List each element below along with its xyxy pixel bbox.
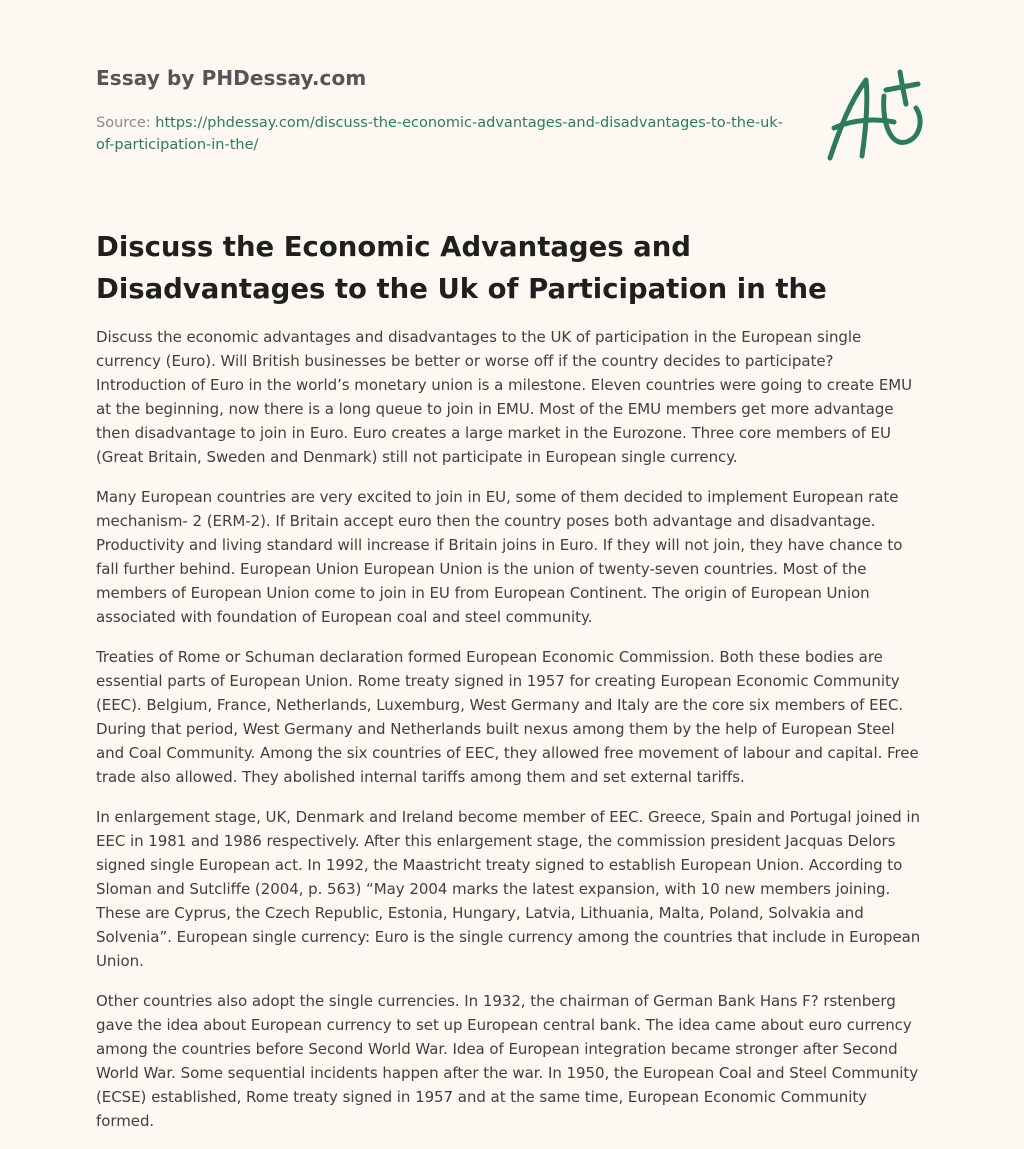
source-link[interactable]: https://phdessay.com/discuss-the-economic-advantages-and-disadvantages-to-the-uk-of-participation-in-the/ [96, 115, 783, 153]
paragraph: Many European countries are very excited to join in EU, some of them decided to implement European rate mechanism- 2 (ERM-2). If Britain accept euro then the country poses both advantage and disadvantage. Productivity and living standard will increase if Britain joins in Euro. If they will not join, they have chance to fall further behind. European Union European Union is the union of twenty-seven countries. Most of the members of European Union come to join in EU from European Continent. The origin of European Union associated with foundation of European coal and steel community. [96, 488, 903, 626]
a-plus-grade-icon [822, 66, 928, 166]
paragraph: In enlargement stage, UK, Denmark and Ireland become member of EEC. Greece, Spain and Portugal joined in EEC in 1981 and 1986 respectively. After this enlargement stage, the commission president Jacquas Delors signed single European act. In 1992, the Maastricht treaty signed to establish European Union. According to Sloman and Sutcliffe (2004, p. 563) “May 2004 marks the latest expansion, with 10 new members joining. These are Cyprus, the Czech Republic, Estonia, Hungary, Latvia, Lithuania, Malta, Poland, Solvakia and Solvenia”. European single currency: Euro is the single currency among the countries that include in European Union. [96, 808, 921, 970]
essay-body [96, 325, 926, 1149]
source-label: Source: [96, 115, 151, 131]
paragraph: Discuss the economic advantages and disadvantages to the UK of participation in the European single currency (Euro). Will British businesses be better or worse off if the country decides to participate? Introduction of Euro in the world’s monetary union is a milestone. Eleven countries were going to create EMU at the beginning, now there is a long queue to join in EMU. Most of the EMU members get more advantage then disadvantage to join in Euro. Euro creates a large market in the Eurozone. Three core members of EU (Great Britain, Sweden and Denmark) still not participate in European single currency. [96, 328, 913, 466]
paragraph: Treaties of Rome or Schuman declaration formed European Economic Commission. Both these bodies are essential parts of European Union. Rome treaty signed in 1957 for creating European Economic Community (EEC). Belgium, France, Netherlands, Luxemburg, West Germany and Italy are the core six members of EEC. During that period, West Germany and Netherlands built nexus among them by the help of European Steel and Coal Community. Among the six countries of EEC, they allowed free movement of labour and capital. Free trade also allowed. They abolished internal tariffs among them and set external tariffs. [96, 648, 919, 786]
essay-title: Discuss the Economic Advantages and Disadvantages to the Uk of Participation in the [96, 231, 827, 305]
paragraph: Other countries also adopt the single currencies. In 1932, the chairman of German Bank Hans F? rstenberg gave the idea about European currency to set up European central bank. The idea came about euro currency among the countries before Second World War. Idea of European integration became stronger after Second World War. Some sequential incidents happen after the war. In 1950, the European Coal and Steel Community (ECSE) established, Rome treaty signed in 1957 and at the same time, European Economic Community formed. [96, 992, 919, 1130]
site-brand: Essay by PHDessay.com [96, 66, 367, 90]
source-line [96, 112, 786, 156]
